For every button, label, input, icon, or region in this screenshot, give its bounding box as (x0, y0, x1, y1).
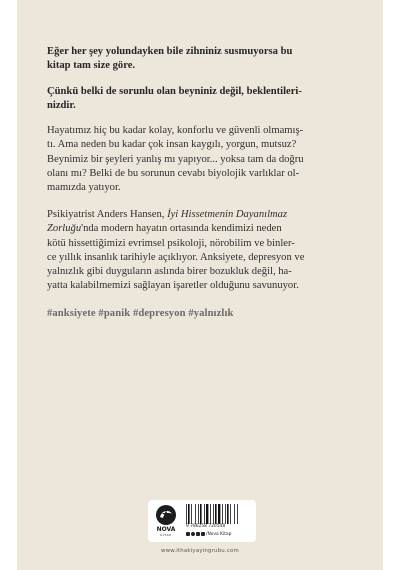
intro-paragraph (47, 45, 363, 74)
barcode-bar (215, 504, 217, 524)
body-line: Hayatımız hiç bu kadar kolay, konforlu ve güvenli olmamış- (47, 125, 304, 136)
body-line: kötü hissettiğimizi evrimsel psikoloji, nörobilim ve binler- (47, 237, 295, 249)
social-row (186, 531, 252, 537)
body-line (47, 208, 363, 222)
youtube-icon (201, 532, 205, 536)
isbn-number: 9 786258 720548 (186, 524, 226, 529)
body-line: ce yıllık insanlık tarihiyle açıklıyor. Anksiyete, depresyon ve (47, 251, 305, 263)
twitter-icon (196, 532, 200, 536)
barcode-bar (213, 504, 214, 524)
social-handle: /Nova Kitap (206, 531, 232, 537)
book-title: Zorluğu (47, 223, 82, 235)
barcode-bar (200, 504, 202, 524)
intro-line: Eğer her şey yolundayken bile zihniniz susmuyorsa bu (47, 46, 293, 57)
barcode-bar (237, 504, 238, 524)
logo-text: NOVA (156, 526, 176, 533)
barcode-bar (227, 504, 229, 524)
instagram-icon (191, 532, 195, 536)
publisher-website: www.ithakiyayingrubu.com (161, 548, 239, 554)
body-line: mamızda yatıyor. (47, 182, 121, 194)
logo-subtext: KİTAP (160, 533, 172, 537)
intro-line: kitap tam size göre. (47, 60, 136, 72)
hashtags: #anksiyete #panik #depresyon #yalnızlık (47, 308, 234, 319)
isbn-barcode (186, 504, 250, 524)
body-line: yatta kalabilmemizi sağlayan işaretler olduğunu savunuyor. (47, 280, 299, 292)
barcode-panel (148, 500, 256, 542)
facebook-icon (186, 532, 190, 536)
body-text: 'nda modern hayatın ortasında kendimizi neden (81, 223, 282, 235)
hashtag-line (47, 307, 363, 321)
nova-logo-icon (154, 504, 178, 538)
barcode-bar (188, 504, 190, 524)
body-line (47, 222, 363, 236)
claim-line: nizdir. (47, 100, 76, 112)
body-line: Beynimiz bir şeyleri yanlış mı yapıyor... yoksa tam da doğru (47, 153, 304, 165)
barcode-bar (195, 504, 196, 524)
barcode-bar (210, 504, 211, 524)
body-line: olanı mı? Belki de bu sorunun cevabı biyolojik varlıklar ol- (47, 167, 300, 179)
claim-line: Çünkü belki de sorunlu olan beyniniz değil, beklentileri- (47, 86, 302, 97)
claim-paragraph (47, 85, 363, 114)
body-paragraph-1 (47, 124, 363, 195)
barcode-bar (191, 504, 192, 524)
body-line: yalnızlık gibi duyguların aslında birer bozukluk değil, ha- (47, 266, 292, 278)
barcode-bar (218, 504, 220, 524)
barcode-bar (234, 504, 235, 524)
barcode-bar (225, 504, 226, 524)
barcode-bar (206, 504, 208, 524)
barcode-bar (204, 504, 205, 524)
barcode-bar (198, 504, 199, 524)
author-intro: Psikiyatrist Anders Hansen, (47, 209, 168, 220)
barcode-bar (186, 504, 187, 524)
barcode-bar (230, 504, 231, 524)
body-line: tı. Ama neden bu kadar çok insan kaygılı, yorgun, mutsuz? (47, 139, 297, 151)
barcode-bar (222, 504, 223, 524)
body-paragraph-2 (47, 208, 363, 294)
book-title: İyi Hissetmenin Dayanılmaz (167, 209, 288, 220)
